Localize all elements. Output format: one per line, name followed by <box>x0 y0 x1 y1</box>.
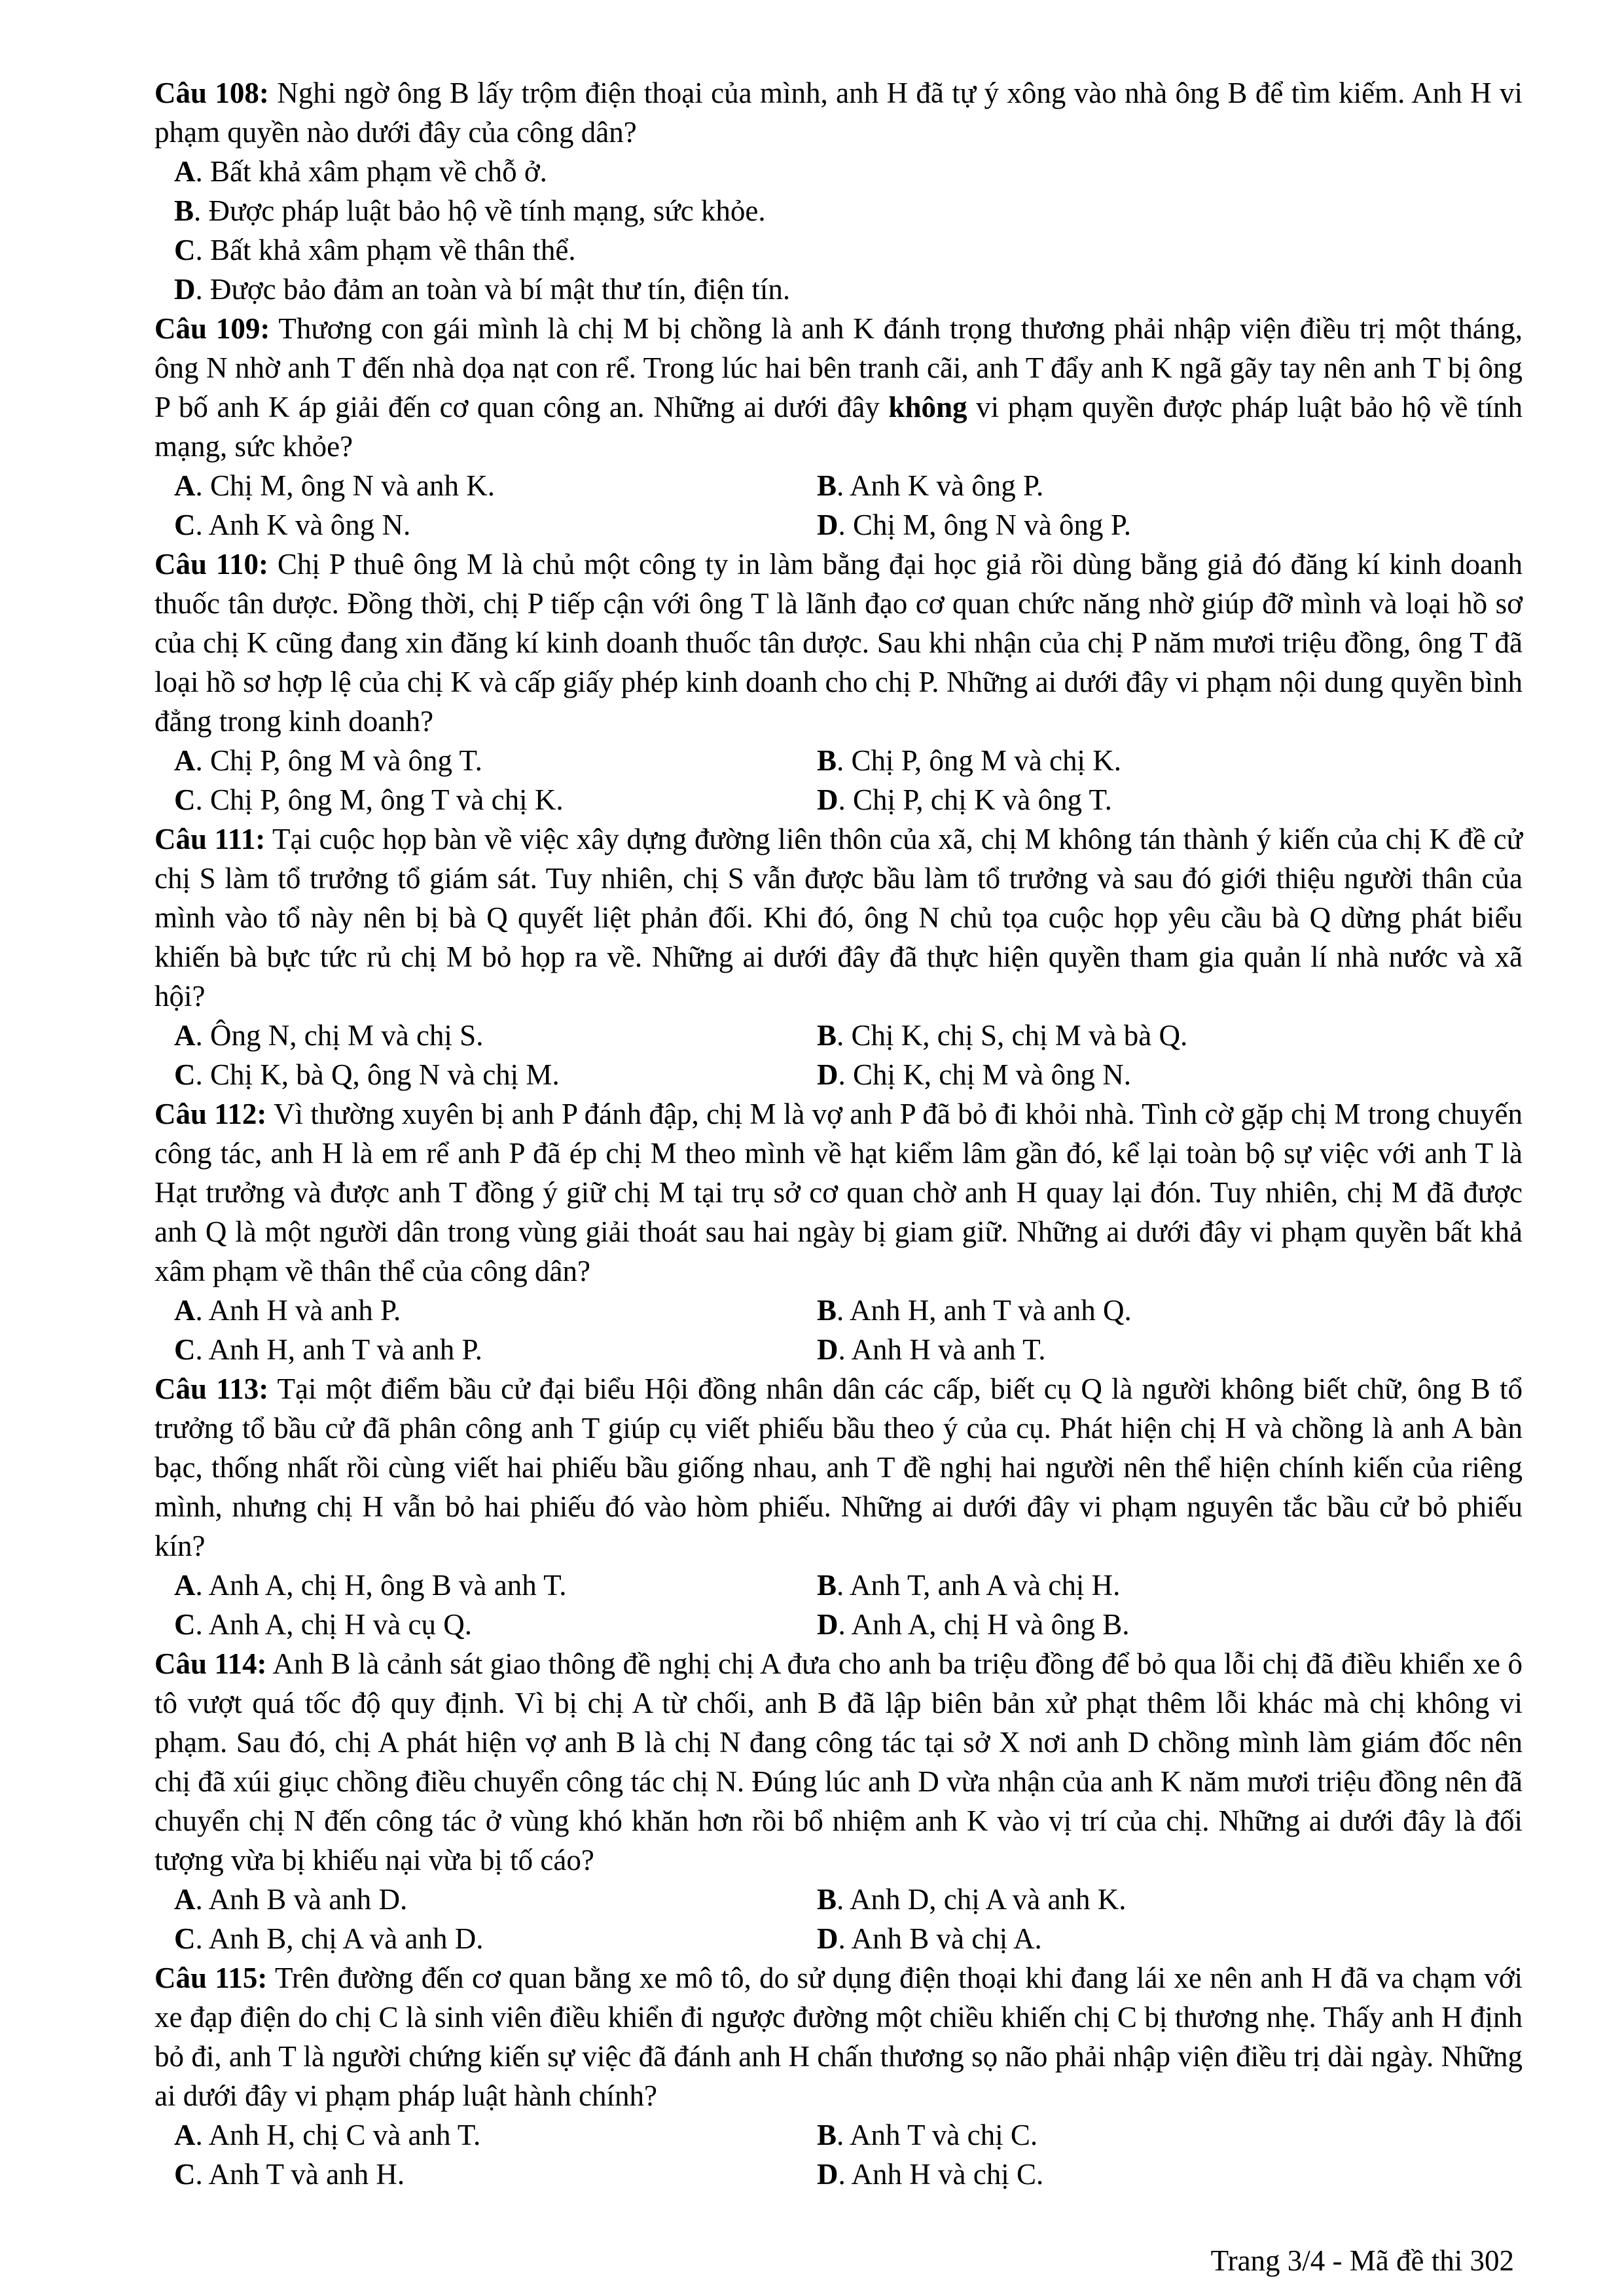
option-label: C <box>174 1608 196 1641</box>
question-stem <box>154 309 1523 466</box>
option-label: C <box>174 1333 196 1366</box>
options-list <box>154 1566 1523 1644</box>
option-text: . Chị M, ông N và ông P. <box>838 509 1132 541</box>
option-label: C <box>174 234 196 266</box>
option-text: . Anh T, anh A và chị H. <box>837 1569 1121 1602</box>
question-stem <box>154 1369 1523 1566</box>
question-stem <box>154 1958 1523 2115</box>
option-text: . Chị P, ông M, ông T và chị K. <box>195 783 564 816</box>
option-label: D <box>817 1058 839 1091</box>
options-row <box>154 1016 1523 1055</box>
option-label: C <box>174 509 196 541</box>
option-label: D <box>817 1608 839 1641</box>
option-d <box>817 1605 1130 1644</box>
option-label: A <box>174 469 196 502</box>
option-text: . Anh K và ông N. <box>195 509 411 541</box>
option-d <box>817 780 1112 819</box>
option-label: D <box>817 1333 839 1366</box>
option-c <box>154 1330 817 1369</box>
option-text: . Bất khả xâm phạm về thân thể. <box>195 234 576 266</box>
options-row <box>154 1291 1523 1330</box>
option-text: . Anh H và anh P. <box>195 1294 401 1327</box>
option-text: . Chị K, chị S, chị M và bà Q. <box>837 1019 1188 1052</box>
question-stem <box>154 1644 1523 1880</box>
options-list <box>154 741 1523 819</box>
option-text: . Chị K, bà Q, ông N và chị M. <box>195 1058 560 1091</box>
option-text: . Chị P, ông M và chị K. <box>837 744 1122 777</box>
question-108 <box>154 73 1523 309</box>
option-label: A <box>174 2119 196 2151</box>
option-text: . Anh B, chị A và anh D. <box>195 1922 484 1955</box>
question-109 <box>154 309 1523 545</box>
options-row <box>154 466 1523 505</box>
option-b <box>817 1880 1126 1919</box>
option-d <box>817 1055 1131 1094</box>
option-text: . Ông N, chị M và chị S. <box>195 1019 484 1052</box>
option-d <box>817 1919 1042 1958</box>
option-text: . Anh H, anh T và anh P. <box>195 1333 482 1366</box>
options-row <box>154 505 1523 545</box>
option-label: D <box>817 783 839 816</box>
question-114 <box>154 1644 1523 1958</box>
option-label: C <box>174 783 196 816</box>
option-b <box>817 741 1121 780</box>
question-text: Chị P thuê ông M là chủ một công ty in làm bằng đại học giả rồi dùng bằng giả đó đăng kí kinh doanh thuốc tân dược. Đồng thời, chị P tiếp cận với ông T là lãnh đạo cơ quan chức năng nhờ giúp đỡ mình và loại hồ sơ của chị K cũng đang xin đăng kí kinh doanh thuốc tân dược. Sau khi nhận của chị P năm mươi triệu đồng, ông T đã loại hồ sơ hợp lệ của chị K và cấp giấy phép kinh doanh cho chị P. Những ai dưới đây vi phạm nội dung quyền bình đẳng trong kinh doanh? <box>154 548 1523 738</box>
options-row <box>154 1880 1523 1919</box>
option-label: C <box>174 1058 196 1091</box>
question-number: Câu 110: <box>154 548 268 581</box>
option-c <box>154 1605 817 1644</box>
option-text: . Anh H và anh T. <box>838 1333 1046 1366</box>
option-text: . Anh H và chị C. <box>838 2158 1044 2191</box>
question-number: Câu 115: <box>154 1962 268 1994</box>
option-text: . Anh T và anh H. <box>195 2158 405 2191</box>
question-stem <box>154 1094 1523 1291</box>
option-label: C <box>174 2158 196 2191</box>
option-c <box>154 2155 817 2194</box>
option-text: . Anh H, anh T và anh Q. <box>837 1294 1132 1327</box>
question-number: Câu 114: <box>154 1647 267 1680</box>
option-label: A <box>174 155 196 188</box>
option-label: B <box>817 2119 837 2151</box>
option-a <box>154 2115 817 2155</box>
option-text: . Anh D, chị A và anh K. <box>837 1883 1127 1916</box>
option-a <box>154 1016 817 1055</box>
option-label: B <box>817 1019 837 1052</box>
option-a <box>154 1566 817 1605</box>
option-text: . Chị M, ông N và anh K. <box>195 469 495 502</box>
question-number: Câu 111: <box>154 823 266 855</box>
option-text: . Chị K, chị M và ông N. <box>838 1058 1131 1091</box>
options-row <box>154 2115 1523 2155</box>
question-text: Tại một điểm bầu cử đại biểu Hội đồng nhân dân các cấp, biết cụ Q là người không biết chữ, ông B tổ trưởng tổ bầu cử đã phân công anh T giúp cụ viết phiếu bầu theo ý của cụ. Phát hiện chị H và chồng là anh A bàn bạc, thống nhất rồi cùng viết hai phiếu bầu giống nhau, anh T đề nghị hai người nên thể hiện chính kiến của riêng mình, nhưng chị H vẫn bỏ hai phiếu đó vào hòm phiếu. Những ai dưới đây vi phạm nguyên tắc bầu cử bỏ phiếu kín? <box>154 1372 1523 1562</box>
option-text: . Anh A, chị H và ông B. <box>838 1608 1130 1641</box>
option-b <box>817 1566 1120 1605</box>
option-text: . Anh H, chị C và anh T. <box>195 2119 481 2151</box>
option-a <box>154 466 817 505</box>
option-c <box>154 1055 817 1094</box>
options-row <box>154 741 1523 780</box>
options-row <box>154 1330 1523 1369</box>
option-c <box>154 780 817 819</box>
option-text: . Được bảo đảm an toàn và bí mật thư tín, điện tín. <box>195 273 791 306</box>
emphasis-word: không <box>888 391 967 423</box>
question-text: Tại cuộc họp bàn về việc xây dựng đường liên thôn của xã, chị M không tán thành ý kiến của chị K đề cử chị S làm tổ trưởng tổ giám sát. Tuy nhiên, chị S vẫn được bầu làm tổ trưởng và sau đó giới thiệu người thân của mình vào tổ này nên bị bà Q quyết liệt phản đối. Khi đó, ông N chủ tọa cuộc họp yêu cầu bà Q dừng phát biểu khiến bà bực tức rủ chị M bỏ họp ra về. Những ai dưới đây đã thực hiện quyền tham gia quản lí nhà nước và xã hội? <box>154 823 1523 1013</box>
question-112 <box>154 1094 1523 1369</box>
option-a <box>154 1291 817 1330</box>
options-row <box>154 2155 1523 2194</box>
question-text: Nghi ngờ ông B lấy trộm điện thoại của mình, anh H đã tự ý xông vào nhà ông B để tìm kiếm. Anh H vi phạm quyền nào dưới đây của công dân? <box>154 77 1523 149</box>
option-label: A <box>174 1883 196 1916</box>
option-label: A <box>174 1569 196 1602</box>
question-text: Trên đường đến cơ quan bằng xe mô tô, do sử dụng điện thoại khi đang lái xe nên anh H đã va chạm với xe đạp điện do chị C là sinh viên điều khiển đi ngược đường một chiều khiến chị C bị thương nhẹ. Thấy anh H định bỏ đi, anh T là người chứng kiến sự việc đã đánh anh H chấn thương sọ não phải nhập viện điều trị dài ngày. Những ai dưới đây vi phạm pháp luật hành chính? <box>154 1962 1523 2112</box>
option-d <box>817 1330 1046 1369</box>
option-b <box>817 466 1043 505</box>
question-stem <box>154 73 1523 152</box>
option-b <box>817 1016 1187 1055</box>
option-c <box>154 1919 817 1958</box>
options-row <box>154 1566 1523 1605</box>
option-a <box>154 152 1523 191</box>
exam-page <box>154 73 1523 2194</box>
option-text: . Anh B và anh D. <box>195 1883 408 1916</box>
question-number: Câu 109: <box>154 312 270 345</box>
option-d <box>817 505 1131 545</box>
option-text: . Anh A, chị H, ông B và anh T. <box>195 1569 567 1602</box>
options-row <box>154 1055 1523 1094</box>
option-label: A <box>174 1019 196 1052</box>
question-stem <box>154 819 1523 1016</box>
option-label: B <box>817 744 837 777</box>
option-label: B <box>817 1294 837 1327</box>
option-text: . Được pháp luật bảo hộ về tính mạng, sức khỏe. <box>194 194 766 227</box>
option-text: . Chị P, ông M và ông T. <box>195 744 482 777</box>
option-b <box>817 2115 1038 2155</box>
options-list <box>154 2115 1523 2194</box>
option-label: A <box>174 744 196 777</box>
question-number: Câu 112: <box>154 1098 267 1130</box>
option-text: . Anh A, chị H và cụ Q. <box>195 1608 472 1641</box>
option-label: D <box>817 509 839 541</box>
options-list <box>154 1880 1523 1958</box>
question-115 <box>154 1958 1523 2194</box>
question-111 <box>154 819 1523 1094</box>
option-label: C <box>174 1922 196 1955</box>
option-b <box>817 1291 1132 1330</box>
question-number: Câu 108: <box>154 77 269 109</box>
options-row <box>154 1919 1523 1958</box>
question-stem <box>154 545 1523 741</box>
option-label: A <box>174 1294 196 1327</box>
option-label: D <box>817 2158 839 2191</box>
question-110 <box>154 545 1523 819</box>
option-b <box>154 191 1523 230</box>
option-c <box>154 505 817 545</box>
options-list <box>154 1016 1523 1094</box>
question-text-end: vi phạm quyền được pháp luật bảo hộ về tính mạng, sức khỏe? <box>154 391 1523 463</box>
options-list <box>154 152 1523 309</box>
option-label: B <box>817 469 837 502</box>
option-label: D <box>174 273 196 306</box>
option-text: . Anh T và chị C. <box>837 2119 1038 2151</box>
option-a <box>154 1880 817 1919</box>
question-113 <box>154 1369 1523 1644</box>
option-text: . Chị P, chị K và ông T. <box>838 783 1112 816</box>
option-label: B <box>817 1883 837 1916</box>
option-a <box>154 741 817 780</box>
options-list <box>154 1291 1523 1369</box>
option-label: B <box>817 1569 837 1602</box>
options-list <box>154 466 1523 545</box>
question-text: Vì thường xuyên bị anh P đánh đập, chị M là vợ anh P đã bỏ đi khỏi nhà. Tình cờ gặp chị M trong chuyến công tác, anh H là em rể anh P đã ép chị M theo mình về hạt kiểm lâm gần đó, kể lại toàn bộ sự việc với anh T là Hạt trưởng và được anh T đồng ý giữ chị M tại trụ sở cơ quan chờ anh H quay lại đón. Tuy nhiên, chị M đã được anh Q là một người dân trong vùng giải thoát sau hai ngày bị giam giữ. Những ai dưới đây vi phạm quyền bất khả xâm phạm về thân thể của công dân? <box>154 1098 1523 1287</box>
option-d <box>817 2155 1043 2194</box>
option-text: . Anh B và chị A. <box>838 1922 1042 1955</box>
question-text: Thương con gái mình là chị M bị chồng là anh K đánh trọng thương phải nhập viện điều trị một tháng, ông N nhờ anh T đến nhà dọa nạt con rể. Trong lúc hai bên tranh cãi, anh T đẩy anh K ngã gãy tay nên anh T bị ông P bố anh K áp giải đến cơ quan công an. Những ai dưới đây <box>154 312 1523 423</box>
options-row <box>154 780 1523 819</box>
option-c <box>154 230 1523 270</box>
option-label: D <box>817 1922 839 1955</box>
question-number: Câu 113: <box>154 1372 269 1405</box>
option-text: . Bất khả xâm phạm về chỗ ở. <box>195 155 547 188</box>
option-label: B <box>174 194 194 227</box>
option-d <box>154 270 1523 309</box>
page-footer: Trang 3/4 - Mã đề thi 302 <box>1210 2244 1514 2277</box>
options-row <box>154 1605 1523 1644</box>
option-text: . Anh K và ông P. <box>837 469 1044 502</box>
question-text: Anh B là cảnh sát giao thông đề nghị chị A đưa cho anh ba triệu đồng để bỏ qua lỗi chị đã điều khiển xe ô tô vượt quá tốc độ quy định. Vì bị chị A từ chối, anh B đã lập biên bản xử phạt thêm lỗi khác mà chị không vi phạm. Sau đó, chị A phát hiện vợ anh B là chị N đang công tác tại sở X nơi anh D chồng mình làm giám đốc nên chị đã xúi giục chồng điều chuyển công tác chị N. Đúng lúc anh D vừa nhận của anh K năm mươi triệu đồng nên đã chuyển chị N đến công tác ở vùng khó khăn hơn rồi bổ nhiệm anh K vào vị trí của chị. Những ai dưới đây là đối tượng vừa bị khiếu nại vừa bị tố cáo? <box>154 1647 1523 1876</box>
